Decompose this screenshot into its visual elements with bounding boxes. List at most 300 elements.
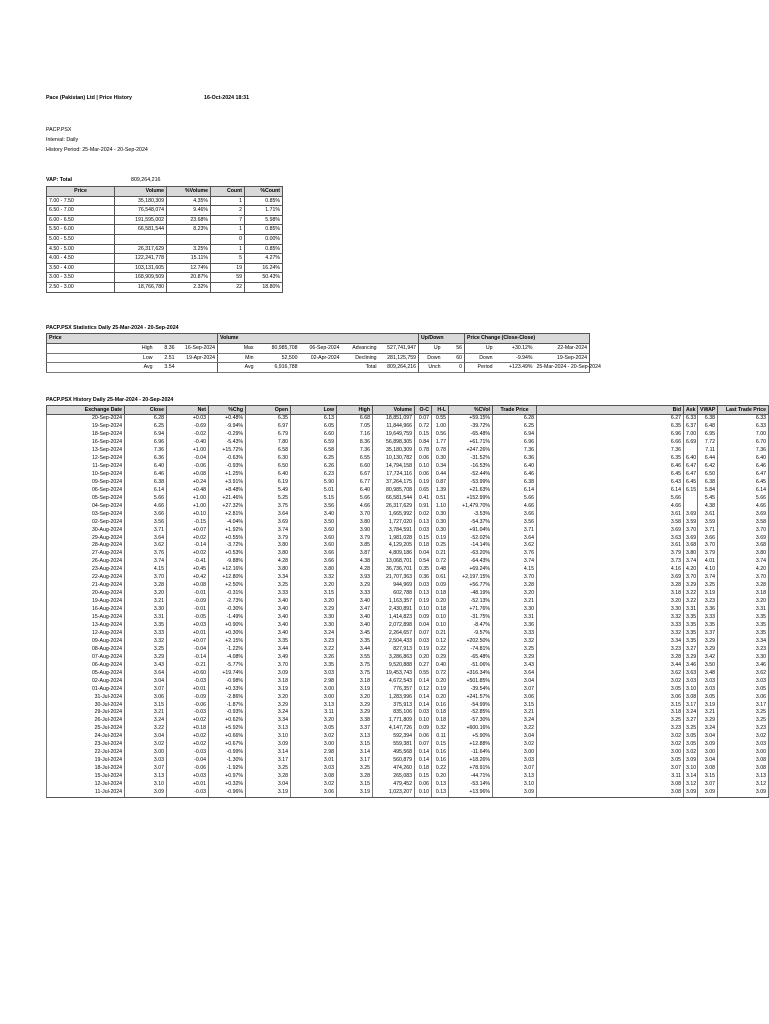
history-cell: 4.20: [684, 566, 698, 574]
history-cell: 3.20: [246, 694, 291, 702]
history-cell: 06-Sep-2024: [47, 487, 125, 495]
history-cell: 0.19: [415, 646, 432, 654]
history-cell: 0.20: [432, 773, 449, 781]
history-col-header: Volume: [373, 406, 415, 415]
history-cell: 31-Jul-2024: [47, 694, 125, 702]
history-cell: 3.05: [718, 686, 769, 694]
stats-cell: [300, 363, 342, 373]
history-col-header: Close: [125, 406, 167, 415]
history-cell: 3.64: [125, 670, 167, 678]
history-cell: 3.80: [246, 550, 291, 558]
history-row: [47, 741, 769, 749]
history-cell: 4.10: [698, 566, 718, 574]
history-cell: 3.32: [537, 614, 684, 622]
history-cell: 3.30: [291, 614, 337, 622]
vap-cell: 12.74%: [167, 263, 211, 273]
history-cell: 3.29: [698, 638, 718, 646]
history-cell: -0.06: [167, 702, 209, 710]
history-cell: 0.27: [415, 662, 432, 670]
history-cell: 3.64: [493, 670, 537, 678]
history-cell: +0.01: [167, 686, 209, 694]
history-cell: 0.10: [415, 717, 432, 725]
history-cell: 6.46: [493, 471, 537, 479]
history-cell: 3.04: [493, 678, 537, 686]
history-cell: 3.69: [718, 535, 769, 543]
history-cell: 0.10: [415, 606, 432, 614]
history-cell: -63.20%: [449, 550, 493, 558]
history-cell: 3.68: [718, 542, 769, 550]
history-cell: 3.04: [698, 757, 718, 765]
history-cell: 3.68: [684, 542, 698, 550]
history-cell: 3.09: [698, 741, 718, 749]
history-cell: 3.27: [684, 646, 698, 654]
history-cell: 3.74: [493, 558, 537, 566]
vap-row: [47, 215, 283, 225]
history-cell: 2,504,433: [373, 638, 415, 646]
history-cell: 3.30: [291, 622, 337, 630]
history-cell: 3.19: [698, 590, 718, 598]
history-cell: 3.07: [125, 765, 167, 773]
history-cell: 4.66: [125, 503, 167, 511]
history-cell: 19-Sep-2024: [47, 423, 125, 431]
history-cell: 3.74: [718, 558, 769, 566]
history-row: [47, 566, 769, 574]
history-cell: 6.13: [291, 415, 337, 423]
history-row: [47, 431, 769, 439]
history-cell: 27-Aug-2024: [47, 550, 125, 558]
history-cell: 3.05: [537, 686, 684, 694]
history-cell: -0.04: [167, 757, 209, 765]
history-cell: 3.80: [337, 519, 373, 527]
history-cell: 3.37: [337, 725, 373, 733]
history-cell: 0.13: [415, 590, 432, 598]
history-cell: 16-Aug-2024: [47, 606, 125, 614]
history-cell: -14.14%: [449, 542, 493, 550]
history-cell: 3.15: [125, 702, 167, 710]
history-cell: 05-Sep-2024: [47, 495, 125, 503]
history-cell: 0.14: [415, 749, 432, 757]
history-cell: 5.01: [291, 487, 337, 495]
history-cell: +0.01: [167, 630, 209, 638]
history-cell: 6.33: [684, 415, 698, 423]
history-cell: 0.21: [432, 550, 449, 558]
history-row: [47, 709, 769, 717]
history-cell: 26-Aug-2024: [47, 558, 125, 566]
history-cell: 3.21: [125, 598, 167, 606]
history-cell: 6.40: [125, 463, 167, 471]
history-cell: 5.25: [246, 495, 291, 503]
history-cell: 3.80: [718, 550, 769, 558]
stats-cell: 3.54: [155, 363, 177, 373]
history-cell: 22-Jul-2024: [47, 749, 125, 757]
history-cell: +21.63%: [449, 487, 493, 495]
history-cell: 3.34: [537, 638, 684, 646]
history-cell: 6.40: [718, 455, 769, 463]
stats-row: [47, 353, 590, 363]
history-cell: 3.15: [537, 702, 684, 710]
history-cell: 35,180,309: [373, 447, 415, 455]
history-cell: +13.96%: [449, 789, 493, 797]
vap-cell: 9.46%: [167, 206, 211, 216]
history-cell: -64.43%: [449, 558, 493, 566]
history-cell: 03-Sep-2024: [47, 511, 125, 519]
history-cell: 3.10: [684, 686, 698, 694]
history-cell: 3.35: [125, 622, 167, 630]
vap-cell: 7.00 - 7.50: [47, 196, 115, 206]
history-cell: 3.23: [537, 646, 684, 654]
history-cell: 3.04: [246, 781, 291, 789]
history-row: [47, 463, 769, 471]
history-cell: 3.07: [698, 781, 718, 789]
stats-cell: 527,741,947: [379, 343, 419, 353]
history-cell: 3.22: [125, 725, 167, 733]
history-cell: 3.85: [337, 542, 373, 550]
history-cell: -0.01: [167, 606, 209, 614]
history-cell: 3.75: [337, 670, 373, 678]
history-cell: -0.09: [167, 694, 209, 702]
history-cell: +12.80%: [209, 574, 246, 582]
history-cell: 6.28: [125, 415, 167, 423]
history-cell: 3.03: [698, 678, 718, 686]
history-cell: 3.20: [537, 598, 684, 606]
history-cell: 3.20: [291, 582, 337, 590]
history-cell: 8.36: [337, 439, 373, 447]
history-cell: 21-Aug-2024: [47, 582, 125, 590]
stats-cell: -9.94%: [495, 353, 535, 363]
history-cell: +0.24: [167, 479, 209, 487]
history-cell: 3.28: [718, 582, 769, 590]
vap-cell: 7: [211, 215, 245, 225]
history-cell: 80,985,708: [373, 487, 415, 495]
history-cell: 0.19: [432, 535, 449, 543]
history-cell: 3.32: [291, 574, 337, 582]
history-cell: 6.38: [698, 479, 718, 487]
history-cell: 11-Jul-2024: [47, 789, 125, 797]
history-cell: 602,788: [373, 590, 415, 598]
history-cell: 4.20: [718, 566, 769, 574]
history-cell: -4.04%: [209, 519, 246, 527]
stats-title: PACP.PSX Statistics Daily 25-Mar-2024 - 20-Sep-2024: [46, 325, 179, 331]
history-cell: 3.06: [291, 789, 337, 797]
history-cell: -74.81%: [449, 646, 493, 654]
history-row: [47, 646, 769, 654]
history-cell: 09-Aug-2024: [47, 638, 125, 646]
history-cell: +600.16%: [449, 725, 493, 733]
history-cell: 3.70: [718, 574, 769, 582]
history-cell: 3.66: [291, 558, 337, 566]
stats-cell: 56: [443, 343, 465, 353]
stats-cell: 8.36: [155, 343, 177, 353]
history-cell: +71.76%: [449, 606, 493, 614]
history-cell: 3.00: [291, 741, 337, 749]
history-cell: 5.84: [698, 487, 718, 495]
stats-price-header: Price: [47, 334, 218, 344]
vap-cell: 0.85%: [245, 244, 283, 254]
history-cell: 3.28: [125, 582, 167, 590]
history-row: [47, 781, 769, 789]
history-cell: 6.35: [537, 423, 684, 431]
history-cell: 19-Jul-2024: [47, 757, 125, 765]
history-cell: 0.19: [415, 598, 432, 606]
history-cell: 3.40: [337, 598, 373, 606]
vap-cell: 5.50 - 6.00: [47, 225, 115, 235]
vap-cell: 3.50 - 4.00: [47, 263, 115, 273]
history-cell: 4,129,205: [373, 542, 415, 550]
history-cell: 0.29: [432, 654, 449, 662]
history-cell: +0.10: [167, 511, 209, 519]
stats-cell: Down: [465, 353, 495, 363]
history-cell: 6.58: [246, 447, 291, 455]
history-cell: 0.16: [432, 702, 449, 710]
history-cell: 3.15: [493, 702, 537, 710]
history-cell: 13-Sep-2024: [47, 447, 125, 455]
history-cell: 0.04: [415, 622, 432, 630]
history-cell: -0.30%: [209, 606, 246, 614]
history-cell: 6.28: [493, 415, 537, 423]
history-cell: 3.75: [337, 662, 373, 670]
history-cell: 3.40: [246, 614, 291, 622]
history-cell: 0.54: [415, 558, 432, 566]
history-cell: 56,898,305: [373, 439, 415, 447]
history-title: PACP.PSX History Daily 25-Mar-2024 - 20-Sep-2024: [46, 397, 174, 403]
history-cell: 3.40: [246, 606, 291, 614]
history-cell: 3.43: [493, 662, 537, 670]
stats-cell: 19-Apr-2024: [177, 353, 218, 363]
history-cell: -0.40: [167, 439, 209, 447]
history-cell: -0.93%: [209, 463, 246, 471]
history-cell: 23-Jul-2024: [47, 741, 125, 749]
history-cell: 0.61: [432, 574, 449, 582]
history-cell: 6.14: [537, 487, 684, 495]
stats-cell: Unch: [419, 363, 443, 373]
stats-cell: 19-Sep-2024: [535, 353, 590, 363]
history-cell: 3.12: [718, 781, 769, 789]
history-row: [47, 535, 769, 543]
history-row: [47, 479, 769, 487]
history-cell: 3.20: [337, 694, 373, 702]
history-cell: 0.78: [415, 447, 432, 455]
history-cell: 1.10: [432, 503, 449, 511]
vap-row: [47, 273, 283, 283]
history-cell: 0.07: [415, 630, 432, 638]
history-cell: 5.66: [537, 495, 684, 503]
history-cell: 3.08: [718, 757, 769, 765]
history-cell: 4.66: [537, 503, 684, 511]
history-cell: 5.15: [291, 495, 337, 503]
history-cell: -1.87%: [209, 702, 246, 710]
history-cell: 3.10: [684, 765, 698, 773]
history-cell: +0.42: [167, 574, 209, 582]
vap-row: [47, 282, 283, 292]
history-cell: 3.21: [493, 598, 537, 606]
history-cell: 3.25: [246, 765, 291, 773]
vap-cell: 4.35%: [167, 196, 211, 206]
vap-row: [47, 234, 283, 244]
history-cell: 6.30: [246, 455, 291, 463]
history-cell: 37,264,175: [373, 479, 415, 487]
stats-cell: [177, 363, 218, 373]
history-cell: 3.24: [291, 630, 337, 638]
history-cell: 3.69: [537, 574, 684, 582]
history-cell: 4.28: [246, 558, 291, 566]
history-cell: 3.02: [537, 733, 684, 741]
history-cell: +78.91%: [449, 765, 493, 773]
history-cell: +1.25%: [209, 471, 246, 479]
history-cell: 3.60: [291, 535, 337, 543]
history-period: History Period: 25-Mar-2024 - 20-Sep-2024: [46, 147, 148, 153]
history-cell: +0.02: [167, 733, 209, 741]
history-cell: -52.44%: [449, 471, 493, 479]
history-cell: 3.76: [493, 550, 537, 558]
history-header-row: [47, 406, 769, 415]
history-cell: 3.64: [125, 535, 167, 543]
history-cell: 3.24: [698, 725, 718, 733]
history-cell: 3.46: [684, 662, 698, 670]
history-cell: 3.07: [493, 765, 537, 773]
history-cell: 3.29: [684, 654, 698, 662]
stats-cell: Down: [419, 353, 443, 363]
history-cell: -9.94%: [209, 423, 246, 431]
history-row: [47, 654, 769, 662]
history-cell: 3.59: [698, 519, 718, 527]
history-cell: 6.94: [493, 431, 537, 439]
history-cell: 3.04: [125, 678, 167, 686]
history-cell: +0.53%: [209, 550, 246, 558]
history-cell: -9.57%: [449, 630, 493, 638]
history-cell: 3.32: [125, 638, 167, 646]
history-cell: 3.10: [246, 733, 291, 741]
vap-cell: 1: [211, 244, 245, 254]
vap-cell: 0: [211, 234, 245, 244]
vap-cell: 16.24%: [245, 263, 283, 273]
history-cell: 4.01: [698, 558, 718, 566]
history-row: [47, 789, 769, 797]
history-cell: 05-Aug-2024: [47, 670, 125, 678]
history-cell: 3.24: [684, 709, 698, 717]
stats-cell: 02-Apr-2024: [300, 353, 342, 363]
history-cell: 3.15: [698, 773, 718, 781]
history-cell: 3.21: [125, 709, 167, 717]
history-cell: -8.47%: [449, 622, 493, 630]
history-cell: 3.07: [493, 686, 537, 694]
history-cell: -1.92%: [209, 765, 246, 773]
history-row: [47, 678, 769, 686]
history-cell: 6.27: [537, 415, 684, 423]
history-cell: 3.13: [246, 725, 291, 733]
history-cell: -2.86%: [209, 694, 246, 702]
history-cell: 3.74: [698, 574, 718, 582]
history-cell: 3.70: [246, 662, 291, 670]
history-cell: 5.90: [291, 479, 337, 487]
history-cell: 0.12: [415, 686, 432, 694]
history-col-header: High: [337, 406, 373, 415]
history-cell: 6.47: [684, 463, 698, 471]
history-cell: 3.35: [684, 622, 698, 630]
history-cell: 6.67: [337, 471, 373, 479]
history-cell: -39.54%: [449, 686, 493, 694]
stats-change-header: Price Change (Close-Close): [465, 334, 590, 344]
history-cell: 3.19: [246, 789, 291, 797]
history-cell: 3.48: [698, 670, 718, 678]
history-cell: 0.30: [432, 455, 449, 463]
history-row: [47, 733, 769, 741]
history-cell: 3.43: [125, 662, 167, 670]
history-cell: 3.25: [698, 582, 718, 590]
history-cell: 0.15: [415, 431, 432, 439]
history-cell: 3.08: [537, 789, 684, 797]
history-cell: 0.84: [415, 439, 432, 447]
vap-row: [47, 206, 283, 216]
vap-col-header: Count: [211, 187, 245, 197]
history-cell: -51.06%: [449, 662, 493, 670]
history-cell: 3.56: [291, 503, 337, 511]
history-cell: +2,197.15%: [449, 574, 493, 582]
history-cell: 3.71: [125, 527, 167, 535]
history-cell: 3.33: [337, 590, 373, 598]
history-col-header: Bid: [537, 406, 684, 415]
history-cell: +0.01: [167, 781, 209, 789]
history-row: [47, 686, 769, 694]
stats-cell: 52,500: [256, 353, 300, 363]
history-cell: 66,581,544: [373, 495, 415, 503]
history-cell: 0.06: [415, 455, 432, 463]
history-cell: 0.22: [432, 646, 449, 654]
history-cell: 4.38: [698, 503, 718, 511]
stats-table: [46, 333, 601, 373]
history-cell: 3.50: [698, 662, 718, 670]
history-cell: 0.22: [432, 765, 449, 773]
history-cell: -0.06: [167, 765, 209, 773]
history-cell: +56.77%: [449, 582, 493, 590]
history-cell: -54.37%: [449, 519, 493, 527]
history-cell: 3.09: [684, 789, 698, 797]
history-cell: 3.74: [246, 527, 291, 535]
stats-cell: 6,916,788: [256, 363, 300, 373]
history-cell: 0.10: [415, 789, 432, 797]
history-cell: 3.29: [291, 606, 337, 614]
history-cell: 3.05: [684, 741, 698, 749]
vap-cell: 4.27%: [245, 254, 283, 264]
history-cell: 6.14: [493, 487, 537, 495]
history-cell: 3.03: [684, 678, 698, 686]
history-cell: -0.03: [167, 678, 209, 686]
history-cell: 0.18: [415, 765, 432, 773]
history-cell: 4.16: [537, 566, 684, 574]
history-cell: 3.35: [684, 638, 698, 646]
history-cell: 0.55: [432, 415, 449, 423]
history-cell: -0.04: [167, 646, 209, 654]
vap-cell: 1: [211, 225, 245, 235]
vap-cell: 6.00 - 6.50: [47, 215, 115, 225]
history-cell: 3.66: [698, 535, 718, 543]
history-cell: 7.11: [698, 447, 718, 455]
history-cell: 0.20: [432, 694, 449, 702]
history-cell: -0.29%: [209, 431, 246, 439]
history-cell: 0.18: [432, 606, 449, 614]
history-cell: 15-Jul-2024: [47, 773, 125, 781]
stats-cell: Period: [465, 363, 495, 373]
history-cell: -0.63%: [209, 455, 246, 463]
stats-cell: Up: [465, 343, 495, 353]
history-cell: 0.03: [415, 709, 432, 717]
history-cell: 0.16: [432, 757, 449, 765]
history-cell: 3.28: [246, 773, 291, 781]
history-cell: 3.56: [493, 519, 537, 527]
history-cell: 3.44: [337, 646, 373, 654]
history-cell: 7.80: [246, 439, 291, 447]
history-cell: 6.79: [246, 431, 291, 439]
history-cell: +0.18: [167, 725, 209, 733]
